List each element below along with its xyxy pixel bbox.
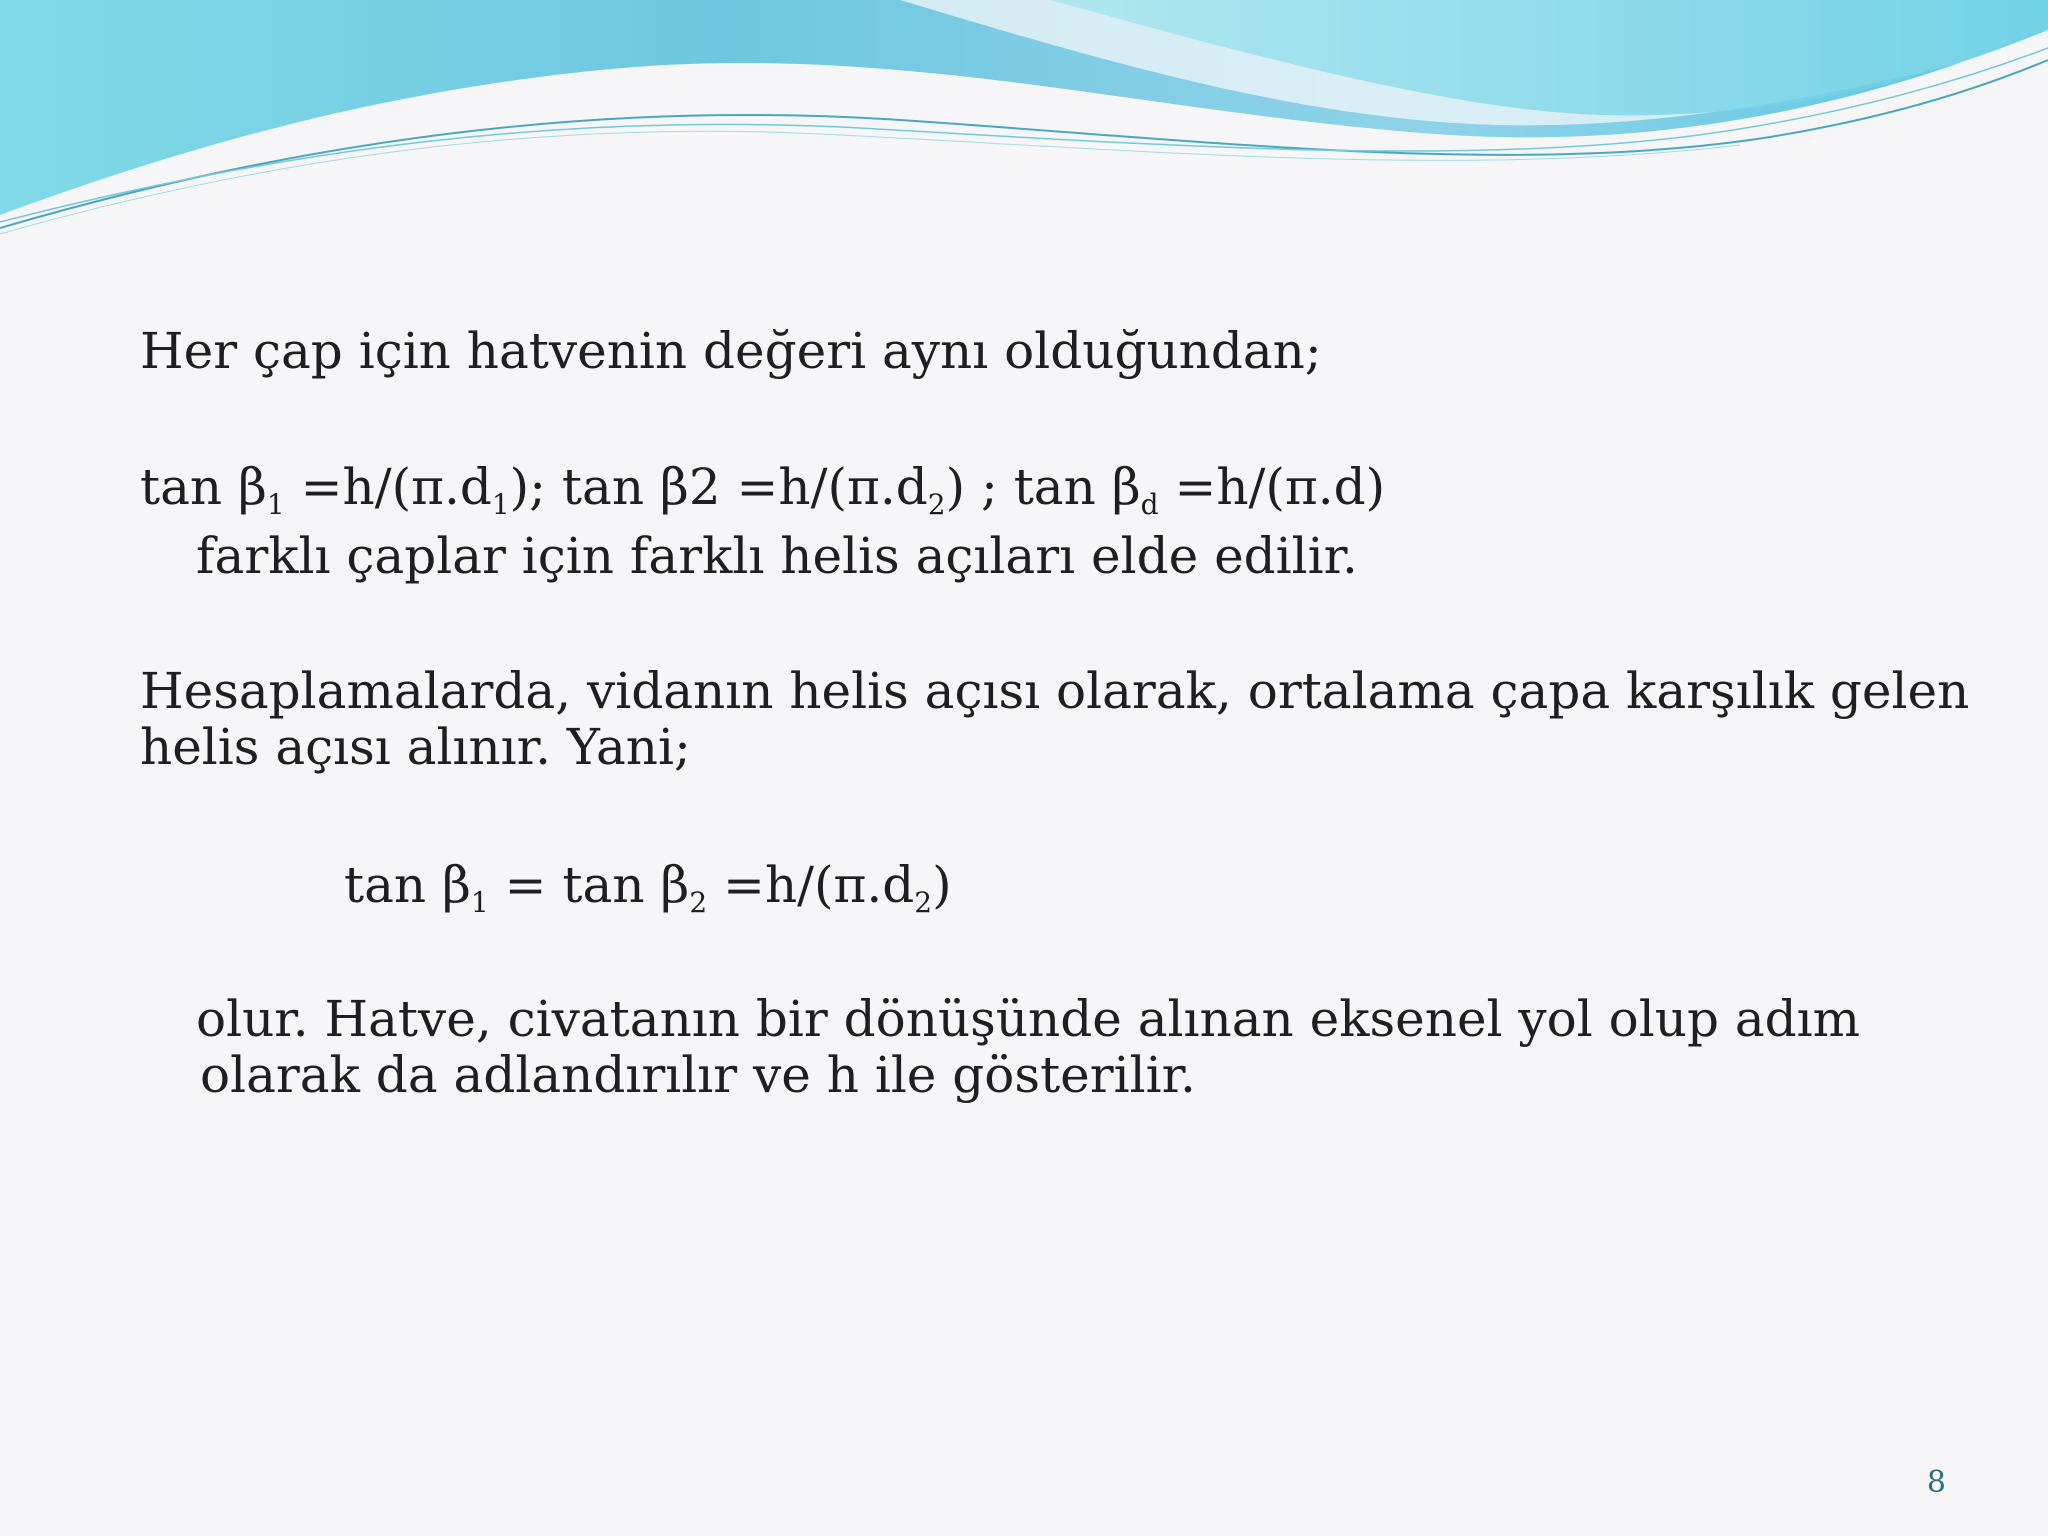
formula-text: ) ; tan β bbox=[945, 458, 1141, 516]
pitch-definition-line-cont: olarak da adlandırılır ve h ile gösterilir. bbox=[200, 1046, 1196, 1104]
formula-text: =h/(π.d) bbox=[1158, 458, 1386, 516]
calculation-line-cont: helis açısı alınır. Yani; bbox=[140, 718, 691, 776]
intro-line: Her çap için hatvenin değeri aynı olduğundan; bbox=[140, 322, 1322, 380]
formula-line-2 bbox=[344, 856, 952, 919]
formula-subscript: 2 bbox=[689, 886, 708, 919]
formula-text: ); tan β2 =h/(π.d bbox=[509, 458, 928, 516]
formula-text: =h/(π.d bbox=[284, 458, 492, 516]
formula-subscript: 1 bbox=[266, 488, 285, 521]
formula-subscript: 1 bbox=[470, 886, 489, 919]
formula-subscript: 2 bbox=[927, 488, 946, 521]
angle-explanation-line: farklı çaplar için farklı helis açıları elde edilir. bbox=[196, 527, 1358, 585]
formula-text: =h/(π.d bbox=[707, 856, 915, 914]
formula-text: tan β bbox=[140, 458, 267, 516]
formula-subscript: 2 bbox=[914, 886, 933, 919]
pitch-definition-line: olur. Hatve, civatanın bir dönüşünde alınan eksenel yol olup adım bbox=[196, 990, 1861, 1048]
formula-subscript: d bbox=[1140, 488, 1159, 521]
header-wave-decoration bbox=[0, 0, 2048, 260]
page-number: 8 bbox=[1926, 1465, 1946, 1500]
formula-line-1 bbox=[140, 458, 1386, 521]
calculation-line: Hesaplamalarda, vidanın helis açısı olarak, ortalama çapa karşılık gelen bbox=[140, 662, 1970, 720]
formula-text: tan β bbox=[344, 856, 471, 914]
formula-subscript: 1 bbox=[491, 488, 510, 521]
formula-text: = tan β bbox=[488, 856, 690, 914]
formula-text: ) bbox=[932, 856, 952, 914]
